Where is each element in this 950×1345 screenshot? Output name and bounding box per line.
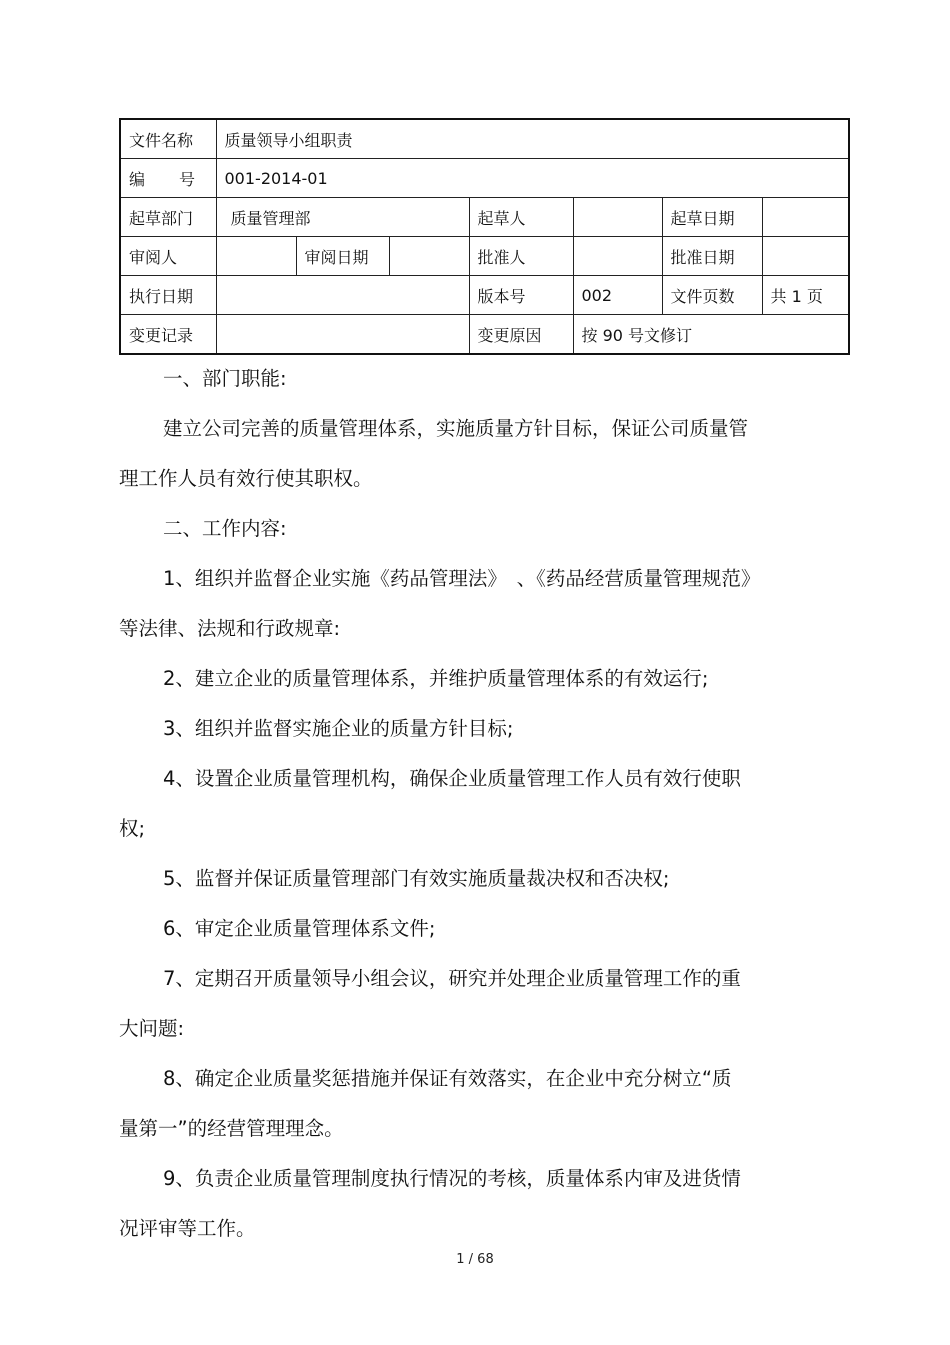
- file-name-label: 文件名称: [120, 119, 216, 159]
- number-label-part2: 号: [178, 169, 195, 189]
- reviewer-value: [216, 237, 296, 276]
- number-label-part1: 编: [129, 169, 146, 189]
- row-draft: [120, 198, 849, 237]
- approver-value: [573, 237, 662, 276]
- item1-line2: 等法律、法规和行政规章:: [119, 617, 341, 640]
- review-date-label: 审阅日期: [296, 237, 389, 276]
- page-number: 1 / 68: [456, 1252, 494, 1267]
- change-reason-label: 变更原因: [469, 315, 573, 355]
- drafter-value: [573, 198, 662, 237]
- page-count-label: 文件页数: [662, 276, 762, 315]
- item6-line1: 6、审定企业质量管理体系文件;: [163, 917, 436, 940]
- section2-heading: 二、工作内容:: [163, 517, 287, 540]
- change-reason-value: 按 90 号文修订: [573, 315, 849, 355]
- row-effective: [120, 276, 849, 315]
- row-change: [120, 315, 849, 355]
- row-review: [120, 237, 849, 276]
- item8-line2: 量第一”的经营管理理念。: [119, 1117, 344, 1140]
- row-file-name: [120, 119, 849, 159]
- item5-line1: 5、监督并保证质量管理部门有效实施质量裁决权和否决权;: [163, 867, 670, 890]
- change-record-label: 变更记录: [120, 315, 216, 355]
- item7-line1: 7、定期召开质量领导小组会议，研究并处理企业质量管理工作的重: [163, 967, 741, 990]
- page-count-value: 共 1 页: [762, 276, 849, 315]
- draft-dept-label: 起草部门: [120, 198, 216, 237]
- reviewer-label: 审阅人: [120, 237, 216, 276]
- item9-line2: 况评审等工作。: [119, 1217, 256, 1240]
- section1-line2: 理工作人员有效行使其职权。: [119, 467, 373, 490]
- approve-date-value: [762, 237, 849, 276]
- item1-line1: 1、组织并监督企业实施《药品管理法》 、《药品经营质量管理规范》: [163, 567, 761, 590]
- file-name-value: 质量领导小组职责: [216, 119, 849, 159]
- row-number: [120, 159, 849, 198]
- section1-line1: 建立公司完善的质量管理体系，实施质量方针目标，保证公司质量管: [163, 417, 749, 440]
- item4-line2: 权;: [119, 817, 146, 840]
- change-record-value: [216, 315, 469, 355]
- section1-heading: 一、部门职能:: [163, 367, 287, 390]
- number-label: [120, 159, 216, 198]
- item9-line1: 9、负责企业质量管理制度执行情况的考核，质量体系内审及进货情: [163, 1167, 741, 1190]
- version-label: 版本号: [469, 276, 573, 315]
- effective-date-label: 执行日期: [120, 276, 216, 315]
- document-header-table: [119, 118, 850, 355]
- approver-label: 批准人: [469, 237, 573, 276]
- number-value: 001-2014-01: [216, 159, 849, 198]
- item7-line2: 大问题:: [119, 1017, 185, 1040]
- approve-date-label: 批准日期: [662, 237, 762, 276]
- version-value: 002: [573, 276, 662, 315]
- review-date-value: [389, 237, 469, 276]
- item4-line1: 4、设置企业质量管理机构，确保企业质量管理工作人员有效行使职: [163, 767, 741, 790]
- draft-date-value: [762, 198, 849, 237]
- item3-line1: 3、组织并监督实施企业的质量方针目标;: [163, 717, 514, 740]
- item8-line1: 8、确定企业质量奖惩措施并保证有效落实，在企业中充分树立“质: [163, 1067, 732, 1090]
- item2-line1: 2、建立企业的质量管理体系，并维护质量管理体系的有效运行;: [163, 667, 709, 690]
- draft-date-label: 起草日期: [662, 198, 762, 237]
- effective-date-value: [216, 276, 469, 315]
- drafter-label: 起草人: [469, 198, 573, 237]
- draft-dept-value: 质量管理部: [216, 198, 469, 237]
